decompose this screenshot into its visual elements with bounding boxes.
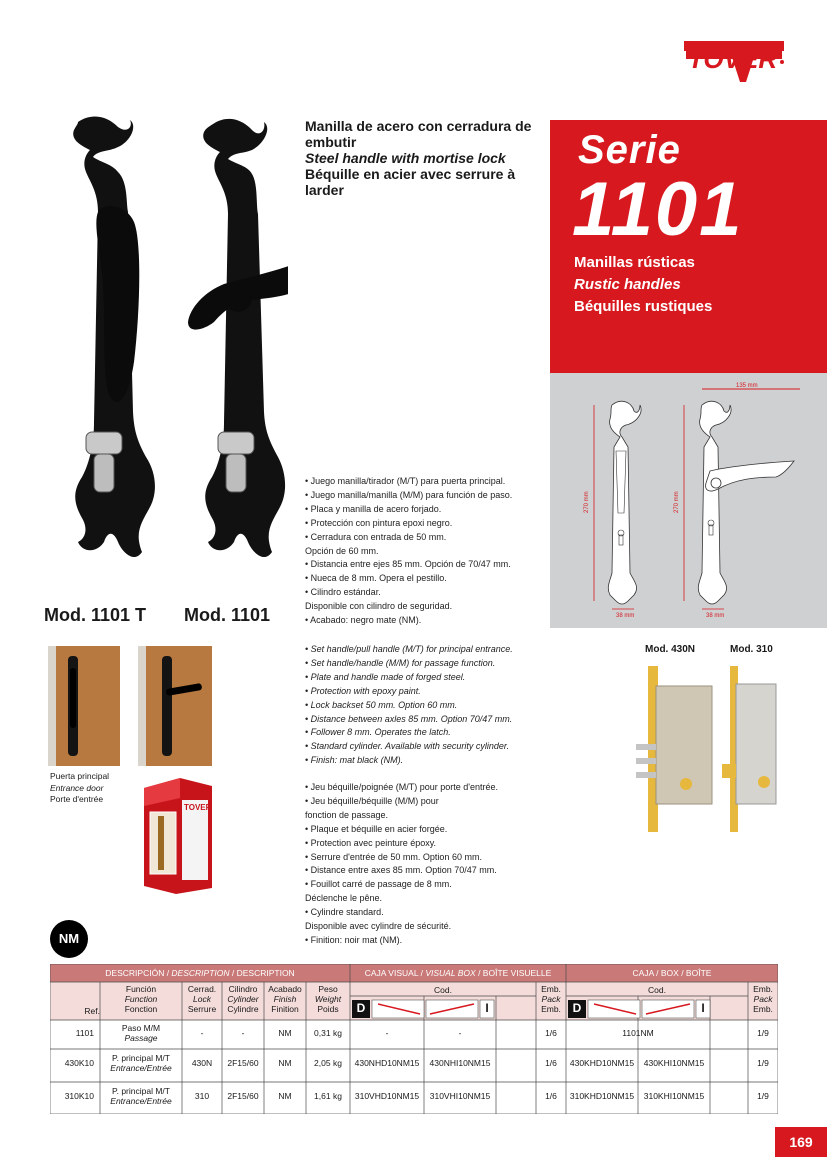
features-fr (305, 781, 555, 948)
feature-en-line: • Plate and handle made of forged steel. (305, 671, 466, 682)
feature-fr-line: Disponible avec cylindre de sécurité. (305, 921, 452, 932)
group1-en: DESCRIPTION (171, 968, 230, 978)
col-funcion-fr: Fonction (124, 1004, 158, 1014)
caption-fr: Porte d'entrée (50, 794, 104, 804)
group1-fr: / DESCRIPTION (229, 968, 295, 978)
page-number: 169 (775, 1127, 827, 1157)
door-photo-lever (138, 646, 212, 766)
table-cell-cerrad: - (200, 1028, 204, 1038)
title-fr: Béquille en acier avec serrure à larder (305, 166, 516, 198)
feature-fr-line: • Distance entre axes 85 mm. Option 70/47 mm. (305, 865, 497, 876)
col-emb2-fr: Emb. (753, 1004, 773, 1014)
title-es: Manilla de acero con cerradura de embutir (305, 118, 532, 150)
table-cell-ki: 310KHI10NM15 (643, 1091, 705, 1101)
table-cell-kd: 310KHD10NM15 (569, 1091, 635, 1101)
feature-en-line: • Protection with epoxy paint. (305, 685, 421, 696)
feature-fr-line: • Cylindre standard. (305, 907, 384, 918)
group1-es: DESCRIPCIÓN / (105, 968, 172, 978)
series-subtitle-es: Manillas rústicas (574, 254, 695, 271)
feature-fr-line: • Finition: noir mat (NM). (305, 934, 403, 945)
feature-en-line: • Follower 8 mm. Operates the latch. (305, 727, 451, 738)
product-title (305, 118, 540, 198)
table-group-visual-box (350, 968, 566, 978)
feature-fr-line: • Jeu béquille/poignée (M/T) pour porte d'entrée. (305, 782, 498, 792)
box-brand-text: TOVER (184, 803, 212, 812)
feature-es-line: • Nueca de 8 mm. Opera el pestillo. (305, 573, 447, 584)
table-cell-emb2: 1/9 (757, 1028, 769, 1038)
col-funcion-en: Function (124, 994, 158, 1004)
table-cell-vd: 430NHD10NM15 (354, 1058, 420, 1068)
feature-es-line: • Juego manilla/tirador (M/T) para puerta principal. (305, 476, 506, 486)
feature-es-line: • Cilindro estándar. (305, 587, 381, 598)
brand-logo-text: TOVER (688, 44, 778, 74)
feature-fr-line: • Fouillot carré de passage de 8 mm. (305, 879, 452, 890)
table-cell-kd: 430KHD10NM15 (569, 1058, 635, 1068)
function-es: Paso M/M (121, 1023, 161, 1033)
dim-height-label-right: 270 mm (674, 491, 680, 513)
feature-fr-line: • Jeu béquille/béquille (M/M) pour (305, 795, 439, 806)
table-cell-func (100, 1086, 182, 1106)
dir-i-box: I (701, 1001, 705, 1015)
table-cell-vi: 430NHI10NM15 (429, 1058, 491, 1068)
feature-en-line: • Distance between axles 85 mm. Option 70/47 mm. (305, 713, 513, 724)
model-label-1101: Mod. 1101 (184, 605, 271, 625)
dim-base-label-right: 38 mm (706, 613, 725, 619)
group2-en: VISUAL BOX (425, 968, 476, 978)
table-group-description (50, 968, 350, 978)
col-funcion-es: Función (125, 984, 157, 994)
series-subtitle-en: Rustic handles (574, 276, 681, 293)
function-es: P. principal M/T (112, 1053, 170, 1063)
col-peso-es: Peso (318, 984, 338, 994)
table-cell-func (100, 1023, 182, 1043)
col-cod-visual: Cod. (434, 985, 452, 995)
table-cell-emb2: 1/9 (757, 1058, 769, 1068)
table-cell-kd: 1101NM (622, 1028, 654, 1038)
col-ref (50, 1006, 100, 1016)
caption-es: Puerta principal (50, 771, 110, 781)
lock-photo-310 (718, 664, 780, 834)
feature-es-line: • Placa y manilla de acero forjado. (305, 503, 442, 514)
table-cell-emb1: 1/6 (545, 1091, 557, 1101)
brand-logo (684, 38, 788, 84)
title-en: Steel handle with mortise lock (305, 150, 506, 166)
feature-es-line: • Acabado: negro mate (NM). (305, 615, 422, 626)
feature-en-line: • Set handle/pull handle (M/T) for principal entrance. (305, 644, 513, 654)
series-subtitle (574, 252, 712, 318)
col-emb1-es: Emb. (541, 984, 561, 994)
col-acabado-fr: Finition (271, 1004, 299, 1014)
function-es: P. principal M/T (112, 1086, 170, 1096)
col-acabado-en: Finish (273, 994, 297, 1004)
table-cell-acab: NM (278, 1058, 292, 1068)
group2-es: CAJA VISUAL / (364, 968, 426, 978)
feature-es-line: • Cerradura con entrada de 50 mm. (305, 531, 447, 542)
col-acabado (264, 984, 306, 1014)
table-cell-vd: 310VHD10NM15 (354, 1091, 420, 1101)
table-cell-ki: 430KHI10NM15 (643, 1058, 705, 1068)
table-cell-vi: 310VHI10NM15 (429, 1091, 491, 1101)
table-cell-peso: 2,05 kg (314, 1058, 342, 1068)
dir-d-visual: D (356, 1001, 366, 1015)
col-cerrad-es: Cerrad. (187, 984, 217, 994)
technical-drawing (550, 373, 827, 628)
series-number: 1101 (572, 167, 744, 252)
col-cerrad-en: Lock (193, 994, 211, 1004)
table-cell-cerrad: 430N (191, 1058, 213, 1068)
group2-fr: / BOÎTE VISUELLE (475, 968, 552, 978)
col-peso (306, 984, 350, 1014)
dim-width-label: 135 mm (736, 383, 758, 389)
series-panel (550, 120, 827, 373)
lock-photo-430n (630, 664, 714, 834)
product-table (50, 964, 778, 1114)
lock-label-310: Mod. 310 (730, 644, 773, 655)
table-cell-acab: NM (278, 1091, 292, 1101)
table-cell-emb2: 1/9 (757, 1091, 769, 1101)
table-cell-acab: NM (278, 1028, 292, 1038)
table-cell-emb1: 1/6 (545, 1028, 557, 1038)
table-cell-cil: 2F15/60 (227, 1058, 259, 1068)
col-emb2-es: Emb. (753, 984, 773, 994)
table-cell-emb1: 1/6 (545, 1058, 557, 1068)
product-box-photo (140, 776, 214, 896)
table-cell-ref: 310K10 (64, 1091, 94, 1101)
feature-es-line: • Protección con pintura epoxi negro. (305, 517, 453, 528)
feature-fr-line: fonction de passage. (305, 809, 389, 820)
feature-en-line: • Lock backset 50 mm. Option 60 mm. (305, 699, 458, 710)
door-photo-pull (48, 646, 120, 766)
table-cell-ref: 430K10 (64, 1058, 94, 1068)
feature-es-line: Opción de 60 mm. (305, 545, 379, 556)
feature-es-line: • Distancia entre ejes 85 mm. Opción de 70/47 mm. (305, 559, 511, 570)
caption-en: Entrance door (50, 782, 104, 793)
feature-fr-line: • Serrure d'entrée de 50 mm. Option 60 mm. (305, 851, 482, 862)
col-cilindro-en: Cylinder (227, 994, 259, 1004)
table-cell-cil: 2F15/60 (227, 1091, 259, 1101)
table-cell-func (100, 1053, 182, 1073)
table-cell-cil: - (241, 1028, 245, 1038)
col-cilindro-fr: Cylindre (227, 1004, 259, 1014)
table-group-box: CAJA / BOX / BOÎTE (632, 968, 712, 978)
dim-base-label-left: 38 mm (616, 613, 635, 619)
model-label-1101t: Mod. 1101 T (44, 605, 147, 625)
dir-d-box: D (572, 1001, 582, 1015)
dim-height-label-left: 270 mm (584, 491, 590, 513)
col-funcion (100, 984, 182, 1014)
series-word: Serie (578, 128, 681, 172)
finish-badge-nm: NM (50, 920, 88, 958)
function-en: Entrance/Entrée (110, 1063, 172, 1073)
features-en (305, 643, 555, 768)
lock-label-430n: Mod. 430N (645, 644, 696, 655)
col-cerrad-fr: Serrure (187, 1004, 217, 1014)
feature-en-line: • Set handle/handle (M/M) for passage function. (305, 657, 496, 668)
table-cell-vd: - (385, 1028, 389, 1038)
table-cell-vi: - (458, 1028, 462, 1038)
feature-fr-line: • Protection avec peinture époxy. (305, 837, 437, 848)
function-en: Entrance/Entrée (110, 1096, 172, 1106)
table-cell-ref: 1101 (75, 1028, 94, 1038)
product-photo-handles (38, 112, 288, 592)
table-cell-peso: 1,61 kg (314, 1091, 342, 1101)
col-emb-box (748, 984, 778, 1014)
feature-fr-line: • Plaque et béquille en acier forgée. (305, 823, 448, 834)
col-emb2-en: Pack (753, 994, 773, 1004)
dir-i-visual: I (485, 1001, 489, 1015)
feature-es-line: Disponible con cilindro de seguridad. (305, 601, 453, 612)
feature-fr-line: Déclenche le pêne. (305, 893, 383, 904)
feature-en-line: • Finish: mat black (NM). (305, 755, 404, 766)
col-emb-visual (536, 984, 566, 1014)
feature-es-line: • Juego manilla/manilla (M/M) para función de paso. (305, 489, 513, 500)
function-en: Passage (124, 1033, 158, 1043)
table-cell-peso: 0,31 kg (314, 1028, 342, 1038)
col-ref-text: Ref. (84, 1006, 100, 1016)
col-emb1-en: Pack (541, 994, 561, 1004)
col-cerrad (182, 984, 222, 1014)
table-cell-cerrad: 310 (194, 1091, 210, 1101)
col-peso-en: Weight (314, 994, 342, 1004)
col-cod-box: Cod. (648, 985, 666, 995)
series-subtitle-fr: Béquilles rustiques (574, 298, 713, 315)
col-cilindro-es: Cilindro (228, 984, 258, 994)
feature-en-line: • Standard cylinder. Available with security cylinder. (305, 741, 510, 752)
col-emb1-fr: Emb. (541, 1004, 561, 1014)
photo-caption (50, 771, 109, 806)
col-cilindro (222, 984, 264, 1014)
features-es (305, 475, 555, 628)
col-peso-fr: Poids (317, 1004, 339, 1014)
col-acabado-es: Acabado (268, 984, 302, 994)
